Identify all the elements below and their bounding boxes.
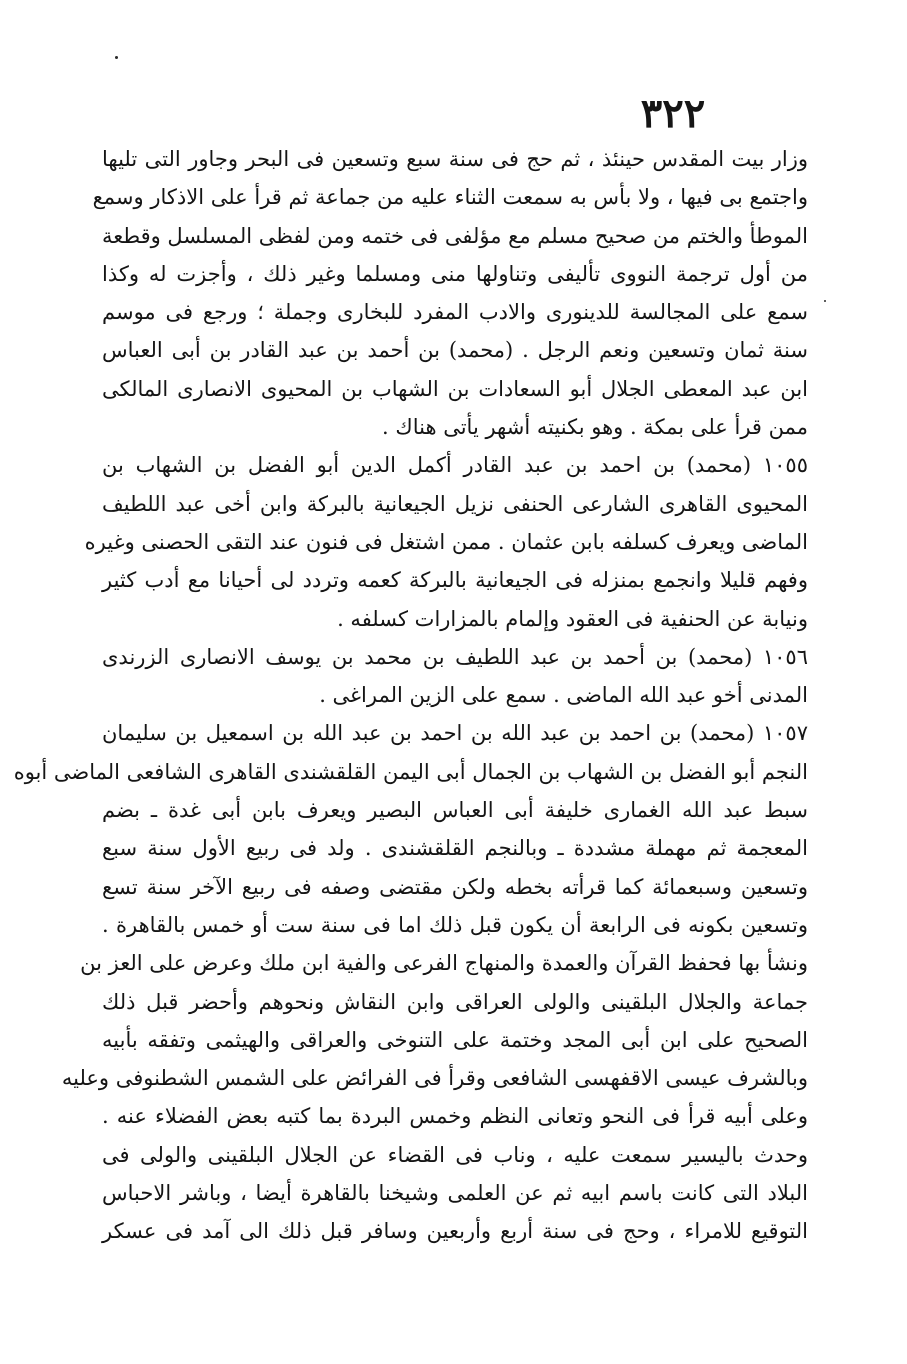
- text-line: وتسعين وسبعمائة كما قرأته بخطه ولكن مقتضى وصفه فى ربيع الآخر سنة تسع: [102, 874, 808, 899]
- text-line: سنة ثمان وتسعين ونعم الرجل . (محمد) بن أحمد بن عبد القادر بن أبى العباس: [102, 338, 808, 363]
- text-line: وفهم قليلا وانجمع بمنزله فى الجيعانية بالبركة كعمه وتردد لى أحيانا مع أدب كثير: [102, 568, 808, 593]
- text-line: المدنى أخو عبد الله الماضى . سمع على الزين المراغى .: [319, 683, 808, 708]
- text-line: النجم أبو الفضل بن الشهاب بن الجمال أبى اليمن القلقشندى القاهرى الشافعى الماضى أبوه: [13, 759, 808, 784]
- text-line: وتسعين بكونه فى الرابعة أن يكون قبل ذلك اما فى سنة ست أو خمس بالقاهرة .: [102, 912, 808, 937]
- text-line: جماعة والجلال البلقينى والولى العراقى وابن النقاش ونحوهم وأحضر قبل ذلك: [102, 989, 808, 1014]
- text-line: الماضى ويعرف كسلفه بابن عثمان . ممن اشتغل فى فنون عند التقى الحصنى وغيره: [84, 529, 808, 554]
- text-line: وبالشرف عيسى الاقفهسى الشافعى وقرأ فى الفرائض على الشمس الشطنوفى وعليه: [61, 1066, 808, 1091]
- text-line: ونيابة عن الحنفية فى العقود وإلمام بالمزارات كسلفه .: [337, 606, 808, 631]
- text-line: ١٠٥٧ (محمد) بن احمد بن عبد الله بن احمد بن عبد الله بن اسمعيل بن سليمان: [102, 721, 808, 746]
- text-line: سمع على المجالسة للدينورى والادب المفرد للبخارى وجملة ؛ ورجع فى موسم: [102, 300, 808, 325]
- text-line: وحدث باليسير سمعت عليه ، وناب فى القضاء عن الجلال البلقينى والولى فى: [102, 1142, 808, 1167]
- page-text: [13, 140, 808, 1251]
- text-line: ابن عبد المعطى الجلال أبو السعادات بن الشهاب بن المحيوى الانصارى المالكى: [102, 376, 808, 401]
- text-line: الموطأ والختم من صحيح مسلم مع مؤلفى فى ختمه ومن لفظى المسلسل وقطعة: [101, 223, 808, 248]
- text-line: الصحيح على ابن أبى المجد وختمة على التنوخى والعراقى والهيثمى وتفقه بأبيه: [102, 1027, 808, 1052]
- text-line: ١٠٥٥ (محمد) بن احمد بن عبد القادر أكمل الدين أبو الفضل بن الشهاب بن: [102, 453, 808, 478]
- page-number: ٣٢٢: [640, 90, 706, 137]
- text-line: وعلى أبيه قرأ فى النحو وتعانى النظم وخمس البردة بما كتبه بعض الفضلاء عنه .: [102, 1104, 808, 1129]
- text-line: وزار بيت المقدس حينئذ ، ثم حج فى سنة سبع وتسعين فى البحر وجاور التى تليها: [102, 147, 808, 171]
- text-line: من أول ترجمة النووى تأليفى وتناولها منى ومسلما وغير ذلك ، وأجزت له وكذا: [102, 261, 808, 286]
- text-line: ١٠٥٦ (محمد) بن أحمد بن عبد اللطيف بن محمد بن يوسف الانصارى الزرندى: [102, 644, 808, 669]
- ink-speck: [115, 56, 118, 59]
- text-line: المحيوى القاهرى الشارعى الحنفى نزيل الجيعانية بالبركة وابن أخى عبد اللطيف: [102, 491, 808, 516]
- text-line: ممن قرأ على بمكة . وهو بكنيته أشهر يأتى هناك .: [382, 415, 808, 440]
- text-line: واجتمع بى فيها ، ولا بأس به سمعت الثناء عليه من جماعة ثم قرأ على الاذكار وسمع: [92, 185, 808, 210]
- text-line: سبط عبد الله الغمارى خليفة أبى العباس البصير ويعرف بابن أبى غدة ـ بضم: [102, 798, 808, 823]
- text-line: التوقيع للامراء ، وحج فى سنة أربع وأربعين وسافر قبل ذلك الى آمد فى عسكر: [102, 1219, 808, 1244]
- text-line: ونشأ بها فحفظ القرآن والعمدة والمنهاج الفرعى والفية ابن ملك وعرض على العز بن: [80, 951, 808, 976]
- text-line: البلاد التى كانت باسم ابيه ثم عن العلمى وشيخنا بالقاهرة أيضا ، وباشر الاحباس: [102, 1181, 808, 1206]
- ink-speck: [824, 300, 826, 302]
- text-line: المعجمة ثم مهملة مشددة ـ وبالنجم القلقشندى . ولد فى ربيع الأول سنة سبع: [102, 836, 808, 861]
